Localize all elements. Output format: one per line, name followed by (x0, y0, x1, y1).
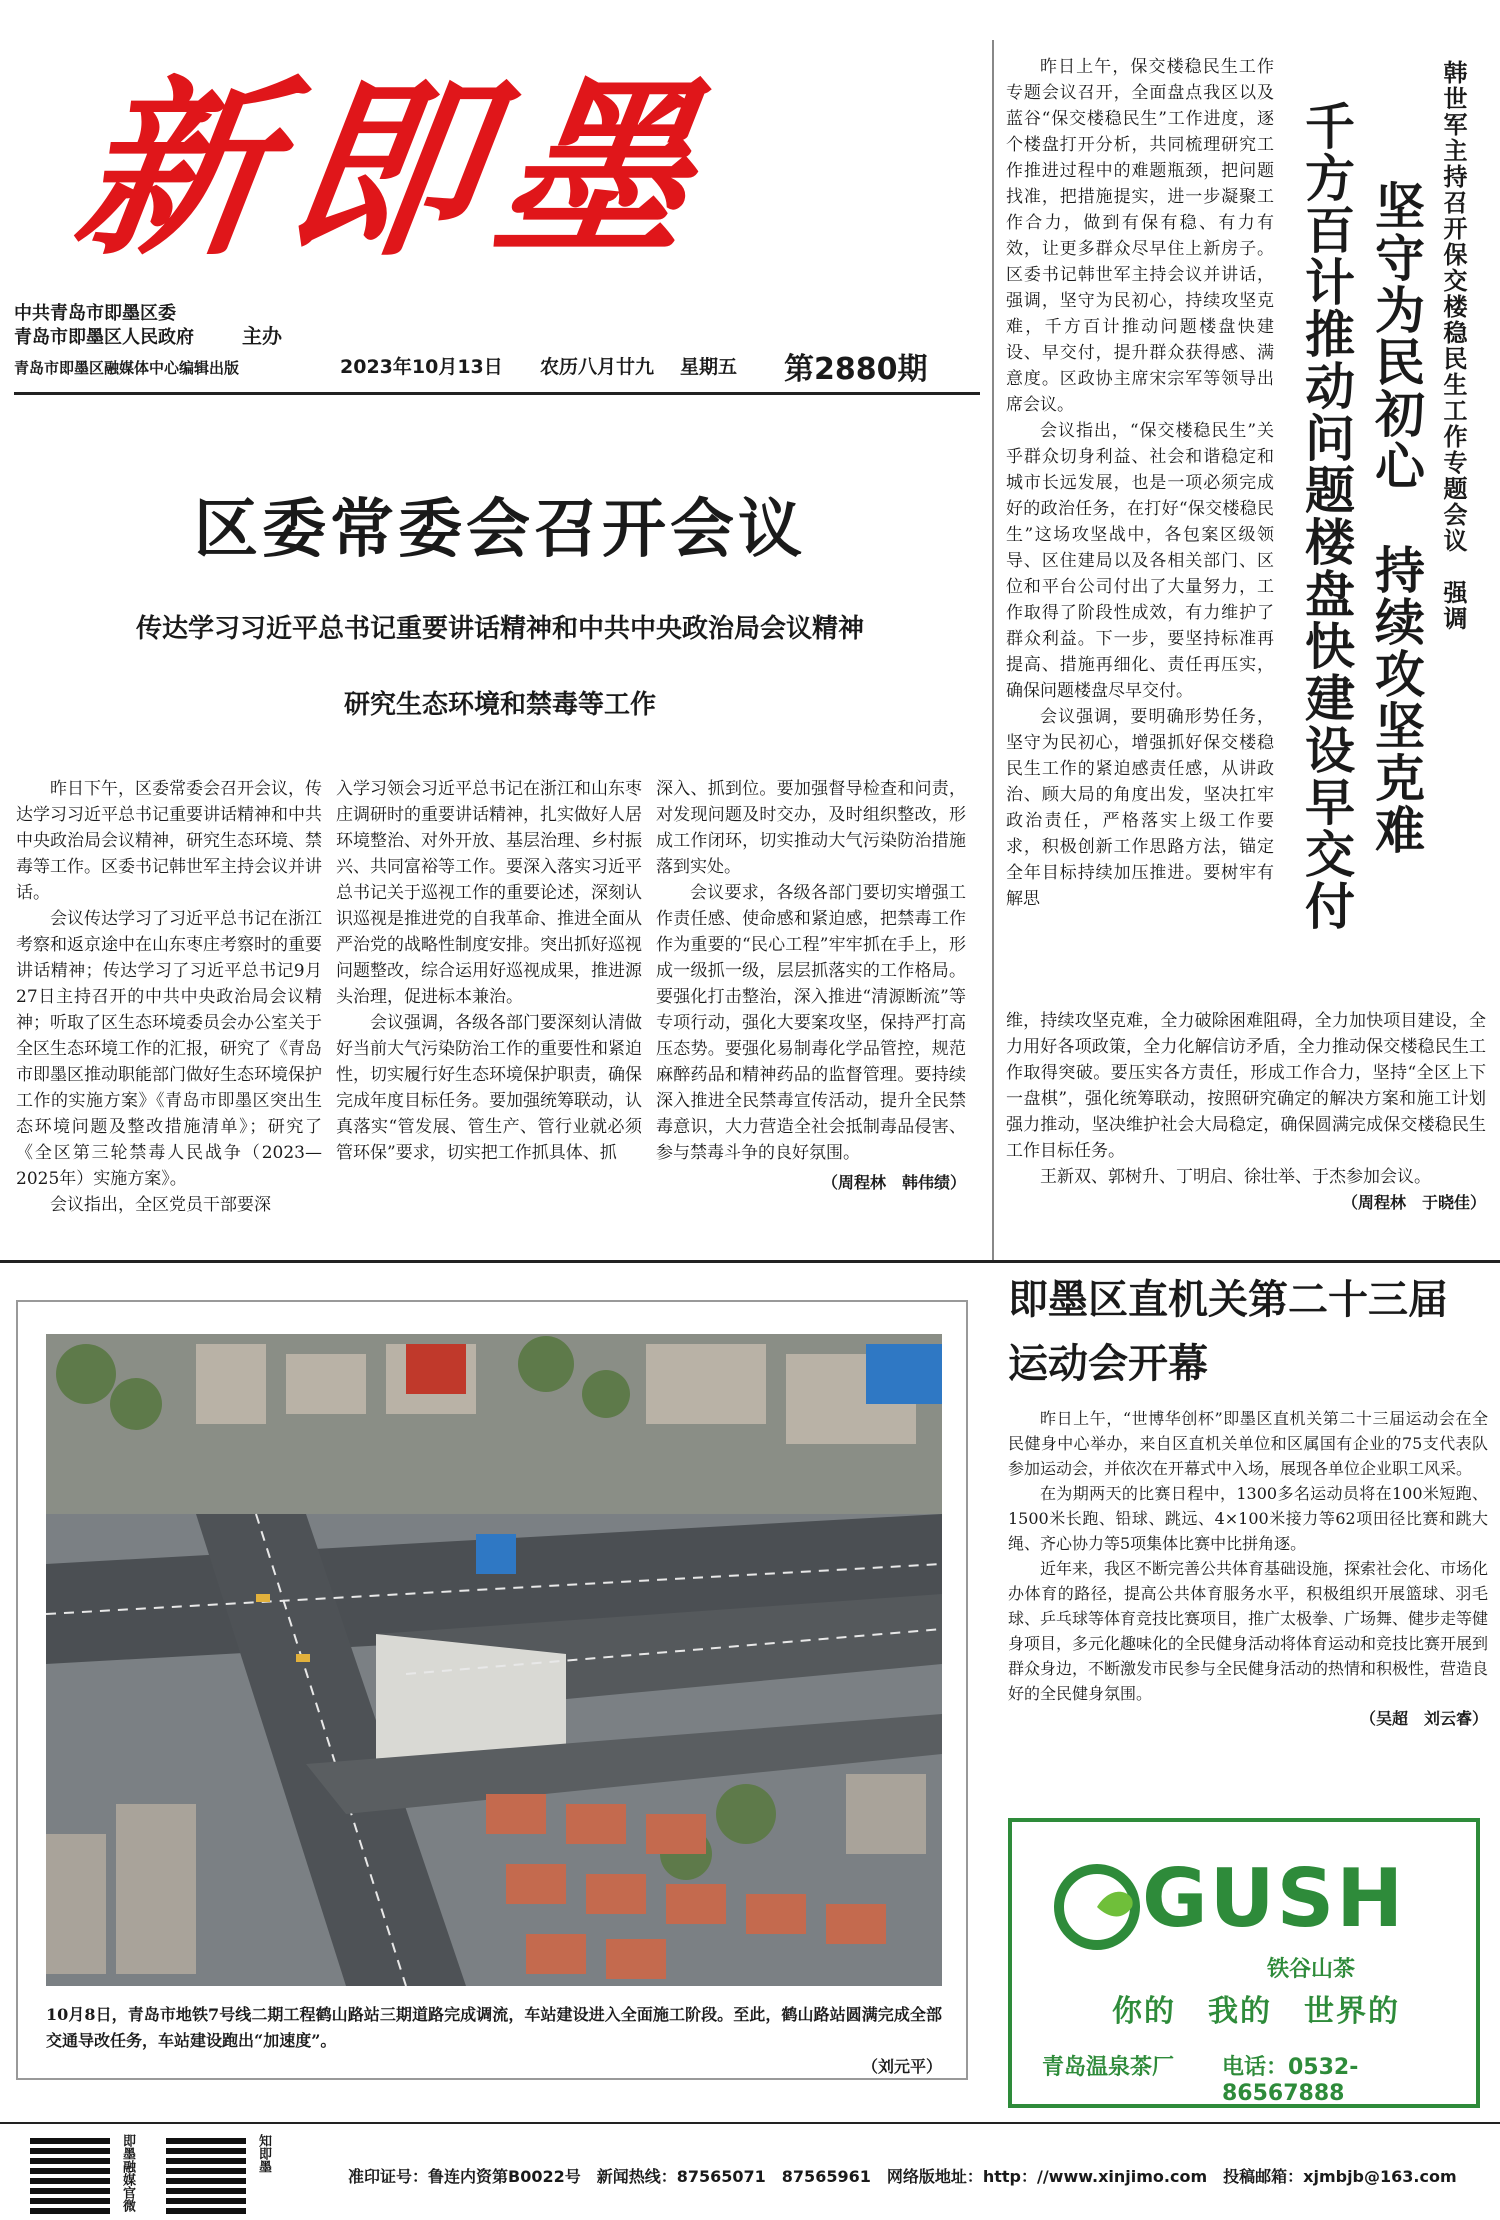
lunar-date: 农历八月廿九 (540, 356, 655, 378)
lead-subhead-1: 传达学习习近平总书记重要讲话精神和中共中央政治局会议精神 (135, 614, 864, 644)
photo-caption (46, 2002, 942, 2080)
lead-subhead-2: 研究生态环境和禁毒等工作 (343, 690, 656, 720)
right-p3: 会议强调，要明确形势任务，坚守为民初心，增强抓好保交楼稳民生工作的紧迫感责任感，从讲政治、顾大局的角度出发，坚决扛牢政治责任，严格落实上级工作要求，积极创新工作思路方法，锚定全年目标持续加压推进。要树牢有解思 (1006, 707, 1274, 909)
sports-headline-line-2: 运动会开幕 (1008, 1341, 1208, 1387)
lead-c1-p2: 会议传达学习了习近平总书记在浙江考察和返京途中在山东枣庄考察时的重要讲话精神；传达学习了习近平总书记9月27日主持召开的中共中央政治局会议精神；听取了区生态环境委员会办公室关于全区生态环境工作的汇报，研究了《青岛市即墨区推动职能部门做好生态环境保护工作的实施方案》《青岛市即墨区突出生态环境问题及整改措施清单》；研究了《全区第三轮禁毒人民战争（2023—2025年）实施方案》。 (16, 909, 322, 1189)
footer-rule (0, 2122, 1500, 2124)
sports-body (1008, 1406, 1488, 1731)
photo-caption-text: 10月8日，青岛市地铁7号线二期工程鹤山路站三期道路完成调流，车站建设进入全面施工阶段。至此，鹤山路站圆满完成全部交通导改任务，车站建设跑出“加速度”。 (46, 2005, 942, 2050)
ad-company: 青岛温泉茶厂 (1042, 2055, 1175, 2080)
lead-column-3 (656, 776, 966, 1196)
footer (0, 2120, 1500, 2220)
lead-byline: （周程林 韩伟绩） (821, 1173, 966, 1192)
lead-column-2 (336, 776, 642, 1166)
lead-column-1 (16, 776, 322, 1218)
masthead-title: 新即墨 (64, 58, 726, 281)
lead-c2-p1: 入学习领会习近平总书记在浙江和山东枣庄调研时的重要讲话精神，扎实做好人居环境整治、对外开放、基层治理、乡村振兴、共同富裕等工作。要深入落实习近平总书记关于巡视工作的重要论述，深刻认识巡视是推进党的自我革命、推进全面从严治党的战略性制度安排。突出抓好巡视问题整改，综合运用好巡视成果，推进源头治理，促进标本兼治。 (336, 779, 642, 1007)
photo-credit: （刘元平） (861, 2057, 942, 2076)
right-story-wide (1006, 1008, 1486, 1216)
lead-c3-p1: 深入、抓到位。要加强督导检查和问责，对发现问题及时交办，及时组织整改，形成工作闭环，切实推动大气污染防治措施落到实处。 (656, 779, 966, 877)
ad-phone: 电话：0532-86567888 (1222, 2055, 1359, 2106)
sports-headline-line-1: 即墨区直机关第二十三届 (1008, 1277, 1448, 1323)
masthead-rule (14, 392, 980, 395)
lead-c2-p2: 会议强调，各级各部门要深刻认清做好当前大气污染防治工作的重要性和紧迫性，切实履行好生态环境保护职责，确保完成年度目标任务。要加强统筹联动，认真落实“管发展、管生产、管行业就必须管环保”要求，切实把工作抓具体、抓 (336, 1013, 642, 1163)
leaf-logo-icon (1052, 1862, 1142, 1952)
qr1-label: 即墨融媒官微 (120, 2134, 135, 2212)
lead-c1-p3: 会议指出，全区党员干部要深 (50, 1195, 271, 1215)
publisher: 青岛市即墨区融媒体中心编辑出版 (14, 359, 240, 377)
right-p5: 王新双、郭树升、丁明启、徐壮举、于杰参加会议。 (1040, 1167, 1431, 1187)
tea-advertisement (1008, 1818, 1480, 2108)
sponsor-1: 中共青岛市即墨区委 (14, 303, 176, 324)
right-p2: 会议指出，“保交楼稳民生”关乎群众切身利益、社会和谐稳定和城市长远发展，也是一项必须完成好的政治任务，在打好“保交楼稳民生”这场攻坚战中，各包案区级领导、区住建局以及各相关部门、区位和平台公司付出了大量努力，工作取得了阶段性成效，有力维护了群众利益。下一步，要坚持标准再提高、措施再细化、责任再压实，确保问题楼盘尽早交付。 (1006, 421, 1274, 701)
lead-headline: 区委常委会召开会议 (194, 493, 806, 567)
qr2-label: 知即墨 (256, 2134, 271, 2173)
issue-number: 第2880期 (784, 352, 928, 387)
right-p1: 昨日上午，保交楼稳民生工作专题会议召开，全面盘点我区以及蓝谷“保交楼稳民生”工作进度，逐个楼盘打开分析，共同梳理研究工作推进过程中的难题瓶颈，把问题找准，把措施提实，进一步凝聚工作合力，做到有保有稳、有力有效，让更多群众尽早住上新房子。区委书记韩世军主持会议并讲话，强调，坚守为民初心，持续攻坚克难，千方百计推动问题楼盘快建设、早交付，提升群众获得感、满意度。区政协主席宋宗军等领导出席会议。 (1006, 57, 1274, 415)
date: 2023年10月13日 (340, 356, 503, 378)
sports-p1: 昨日上午，“世博华创杯”即墨区直机关第二十三届运动会在全民健身中心举办，来自区直机关单位和区属国有企业的75支代表队参加运动会，并依次在开幕式中入场，展现各单位企业职工风采。 (1008, 1409, 1488, 1478)
right-byline: （周程林 于晓佳） (1341, 1193, 1486, 1212)
sponsor-2: 青岛市即墨区人民政府 (14, 327, 194, 348)
masthead (64, 40, 860, 300)
qr-code-icon[interactable] (166, 2134, 246, 2214)
lead-c3-p2: 会议要求，各级各部门要切实增强工作责任感、使命感和紧迫感，把禁毒工作作为重要的“民心工程”牢牢抓在手上，形成一级抓一级，层层抓落实的工作格局。要强化打击整治，深入推进“清源断流”等专项行动，强化大要案攻坚，保持严打高压态势。要强化易制毒化学品管控，规范麻醉药品和精神药品的监督管理。要持续深入推进全民禁毒宣传活动，提升全民禁毒意识，大力营造全社会抵制毒品侵害、参与禁毒斗争的良好氛围。 (656, 883, 966, 1163)
right-kicker: 韩世军主持召开保交楼稳民生工作专题会议 强调 (1439, 60, 1468, 632)
photo-frame (16, 1300, 968, 2080)
sports-p3: 近年来，我区不断完善公共体育基础设施，探索社会化、市场化办体育的路径，提高公共体育服务水平，积极组织开展篮球、羽毛球、乒乓球等体育竞技比赛项目，推广太极拳、广场舞、健步走等健身项目，多元化趣味化的全民健身活动将体育运动和竞技比赛开展到群众身边，不断激发市民参与全民健身活动的热情和积极性，营造良好的全民健身氛围。 (1008, 1559, 1489, 1703)
section-rule (0, 1260, 1500, 1263)
ad-slogan: 你的 我的 世界的 (1112, 1994, 1400, 2029)
sports-headline (1008, 1268, 1488, 1396)
ad-brand: GUSH (1142, 1852, 1406, 1945)
sponsor-role: 主办 (242, 324, 282, 348)
right-title-2: 千方百计推动问题楼盘快建设早交付 (1297, 100, 1355, 932)
footer-info: 准印证号：鲁连内资第B0022号 新闻热线：87565071 87565961 网络版地址：http：//www.xinjimo.com 投稿邮箱：xjmbjb@163.com (348, 2167, 1457, 2186)
column-divider (992, 40, 994, 1260)
sports-byline: （吴超 刘云睿） (1359, 1709, 1488, 1728)
aerial-photo (46, 1334, 942, 1986)
lead-c1-p1: 昨日下午，区委常委会召开会议，传达学习习近平总书记重要讲话精神和中共中央政治局会议精神，研究生态环境、禁毒等工作。区委书记韩世军主持会议并讲话。 (16, 779, 322, 903)
weekday: 星期五 (680, 356, 738, 378)
ad-brand-cn: 铁谷山茶 (1267, 1957, 1356, 1982)
right-story-narrow (1006, 54, 1274, 912)
sponsor-list (14, 302, 264, 350)
right-p4: 维，持续攻坚克难，全力破除困难阻碍，全力加快项目建设，全力用好各项政策，全力化解信访矛盾，全力推动保交楼稳民生工作取得突破。要压实各方责任，形成工作合力，坚持“全区上下一盘棋”，强化统筹联动，按照研究确定的解决方案和施工计划强力推动，坚决维护社会大局稳定，确保圆满完成保交楼稳民生工作目标任务。 (1006, 1011, 1486, 1161)
right-title-1: 坚守为民初心 持续攻坚克难 (1367, 180, 1425, 856)
qr-code-icon[interactable] (30, 2134, 110, 2214)
sports-p2: 在为期两天的比赛日程中，1300多名运动员将在100米短跑、1500米长跑、铅球、跳远、4×100米接力等62项田径比赛和跳大绳、齐心协力等5项集体比赛中比拼角逐。 (1008, 1484, 1488, 1553)
aerial-photo-graphic (46, 1334, 942, 1986)
